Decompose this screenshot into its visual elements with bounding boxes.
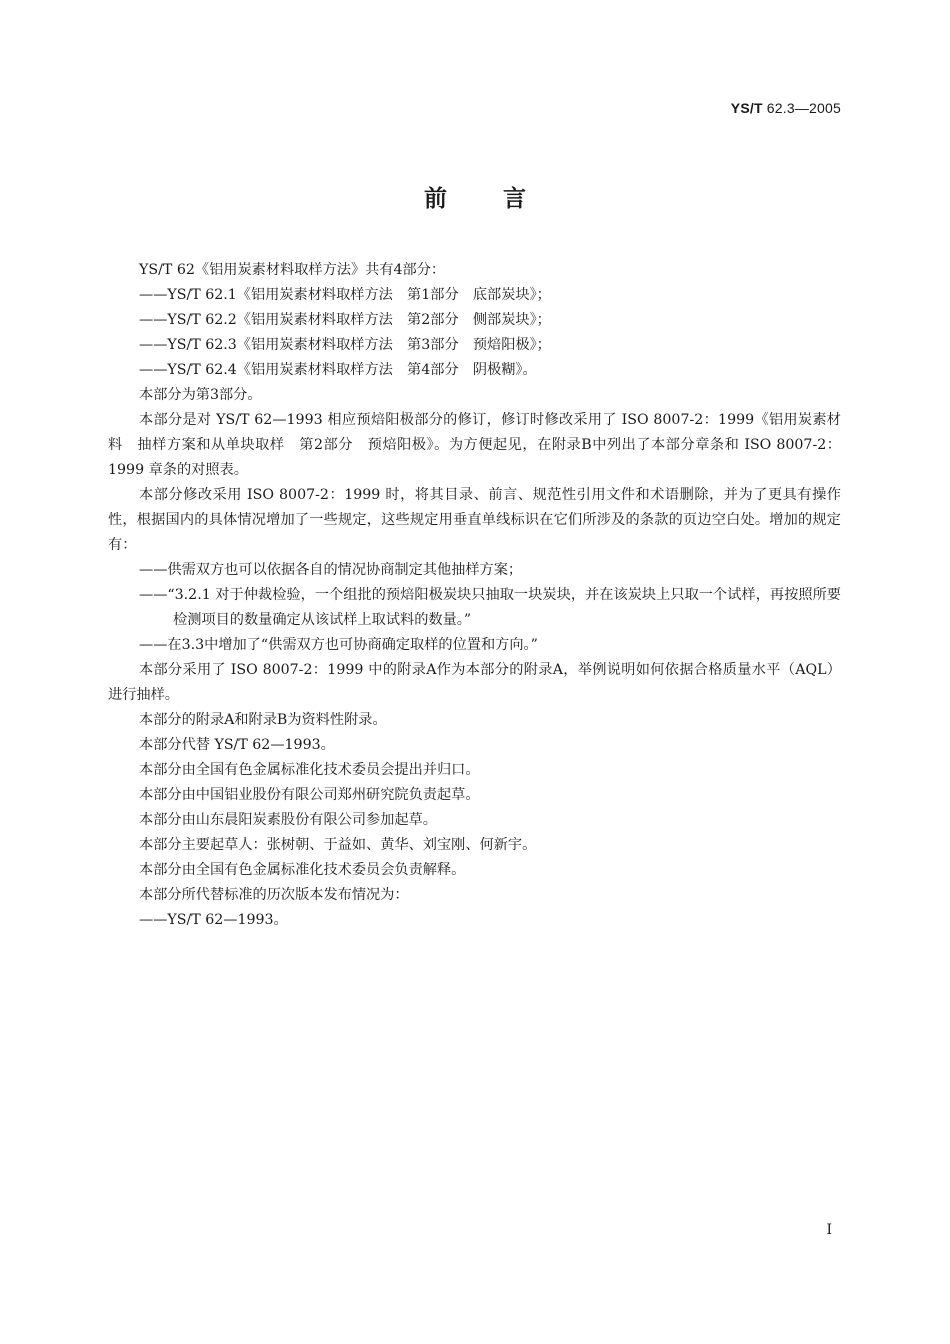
paragraph: 本部分由山东晨阳炭素股份有限公司参加起草。 <box>139 812 437 828</box>
list-item-part-2: ——YS/T 62.2《铝用炭素材料取样方法 第2部分 侧部炭块》； <box>139 312 551 328</box>
standard-code <box>731 100 841 116</box>
page-number: I <box>826 1222 832 1238</box>
standard-code-prefix: YS/T <box>730 100 763 116</box>
list-item-addition: ——在3.3中增加了“供需双方也可协商确定取样的位置和方向。” <box>139 637 538 653</box>
list-item-history: ——YS/T 62—1993。 <box>139 912 288 928</box>
standard-code-suffix: 62.3—2005 <box>762 100 841 116</box>
paragraph: 本部分的附录A和附录B为资料性附录。 <box>139 712 387 728</box>
paragraph: 本部分修改采用 ISO 8007-2：1999 时，将其目录、前言、规范性引用文件和术语删除，并为了更具有操作性，根据国内的具体情况增加了一些规定，这些规定用垂直单线标识在它们所涉及的条款的页边空白处。增加的规定有： <box>108 487 841 553</box>
paragraph: 本部分由中国铝业股份有限公司郑州研究院负责起草。 <box>139 787 480 803</box>
list-item-addition: ——供需双方也可以依据各自的情况协商制定其他抽样方案； <box>139 562 523 578</box>
list-item-part-1: ——YS/T 62.1《铝用炭素材料取样方法 第1部分 底部炭块》； <box>139 287 551 303</box>
list-item-addition: ——“3.2.1 对于仲裁检验，一个组批的预焙阳极炭块只抽取一块炭块，并在该炭块上只取一个试样，再按照所要检测项目的数量确定从该试样上取试料的数量。” <box>139 587 841 628</box>
list-item-part-3: ——YS/T 62.3《铝用炭素材料取样方法 第3部分 预焙阳极》； <box>139 337 551 353</box>
paragraph: 本部分为第3部分。 <box>139 387 262 403</box>
page-title: 前言 <box>424 186 582 212</box>
paragraph: 本部分采用了 ISO 8007-2：1999 中的附录A作为本部分的附录A，举例说明如何依据合格质量水平（AQL）进行抽样。 <box>108 662 841 703</box>
paragraph: 本部分所代替标准的历次版本发布情况为： <box>139 887 409 903</box>
paragraph: 本部分主要起草人：张树朝、于益如、黄华、刘宝刚、何新宇。 <box>139 837 537 853</box>
paragraph-intro: YS/T 62《铝用炭素材料取样方法》共有4部分： <box>139 262 446 278</box>
paragraph: 本部分是对 YS/T 62—1993 相应预焙阳极部分的修订，修订时修改采用了 ISO 8007-2：1999《铝用炭素材料 抽样方案和从单块取样 第2部分 预焙阳极》。为方便起见，在附录B中列出了本部分章条和 ISO 8007-2：1999 章条的对照表。 <box>108 412 841 478</box>
paragraph: 本部分由全国有色金属标准化技术委员会提出并归口。 <box>139 762 480 778</box>
list-item-part-4: ——YS/T 62.4《铝用炭素材料取样方法 第4部分 阴极糊》。 <box>139 362 537 378</box>
foreword-body <box>108 258 841 933</box>
paragraph: 本部分代替 YS/T 62—1993。 <box>139 737 335 753</box>
paragraph: 本部分由全国有色金属标准化技术委员会负责解释。 <box>139 862 466 878</box>
